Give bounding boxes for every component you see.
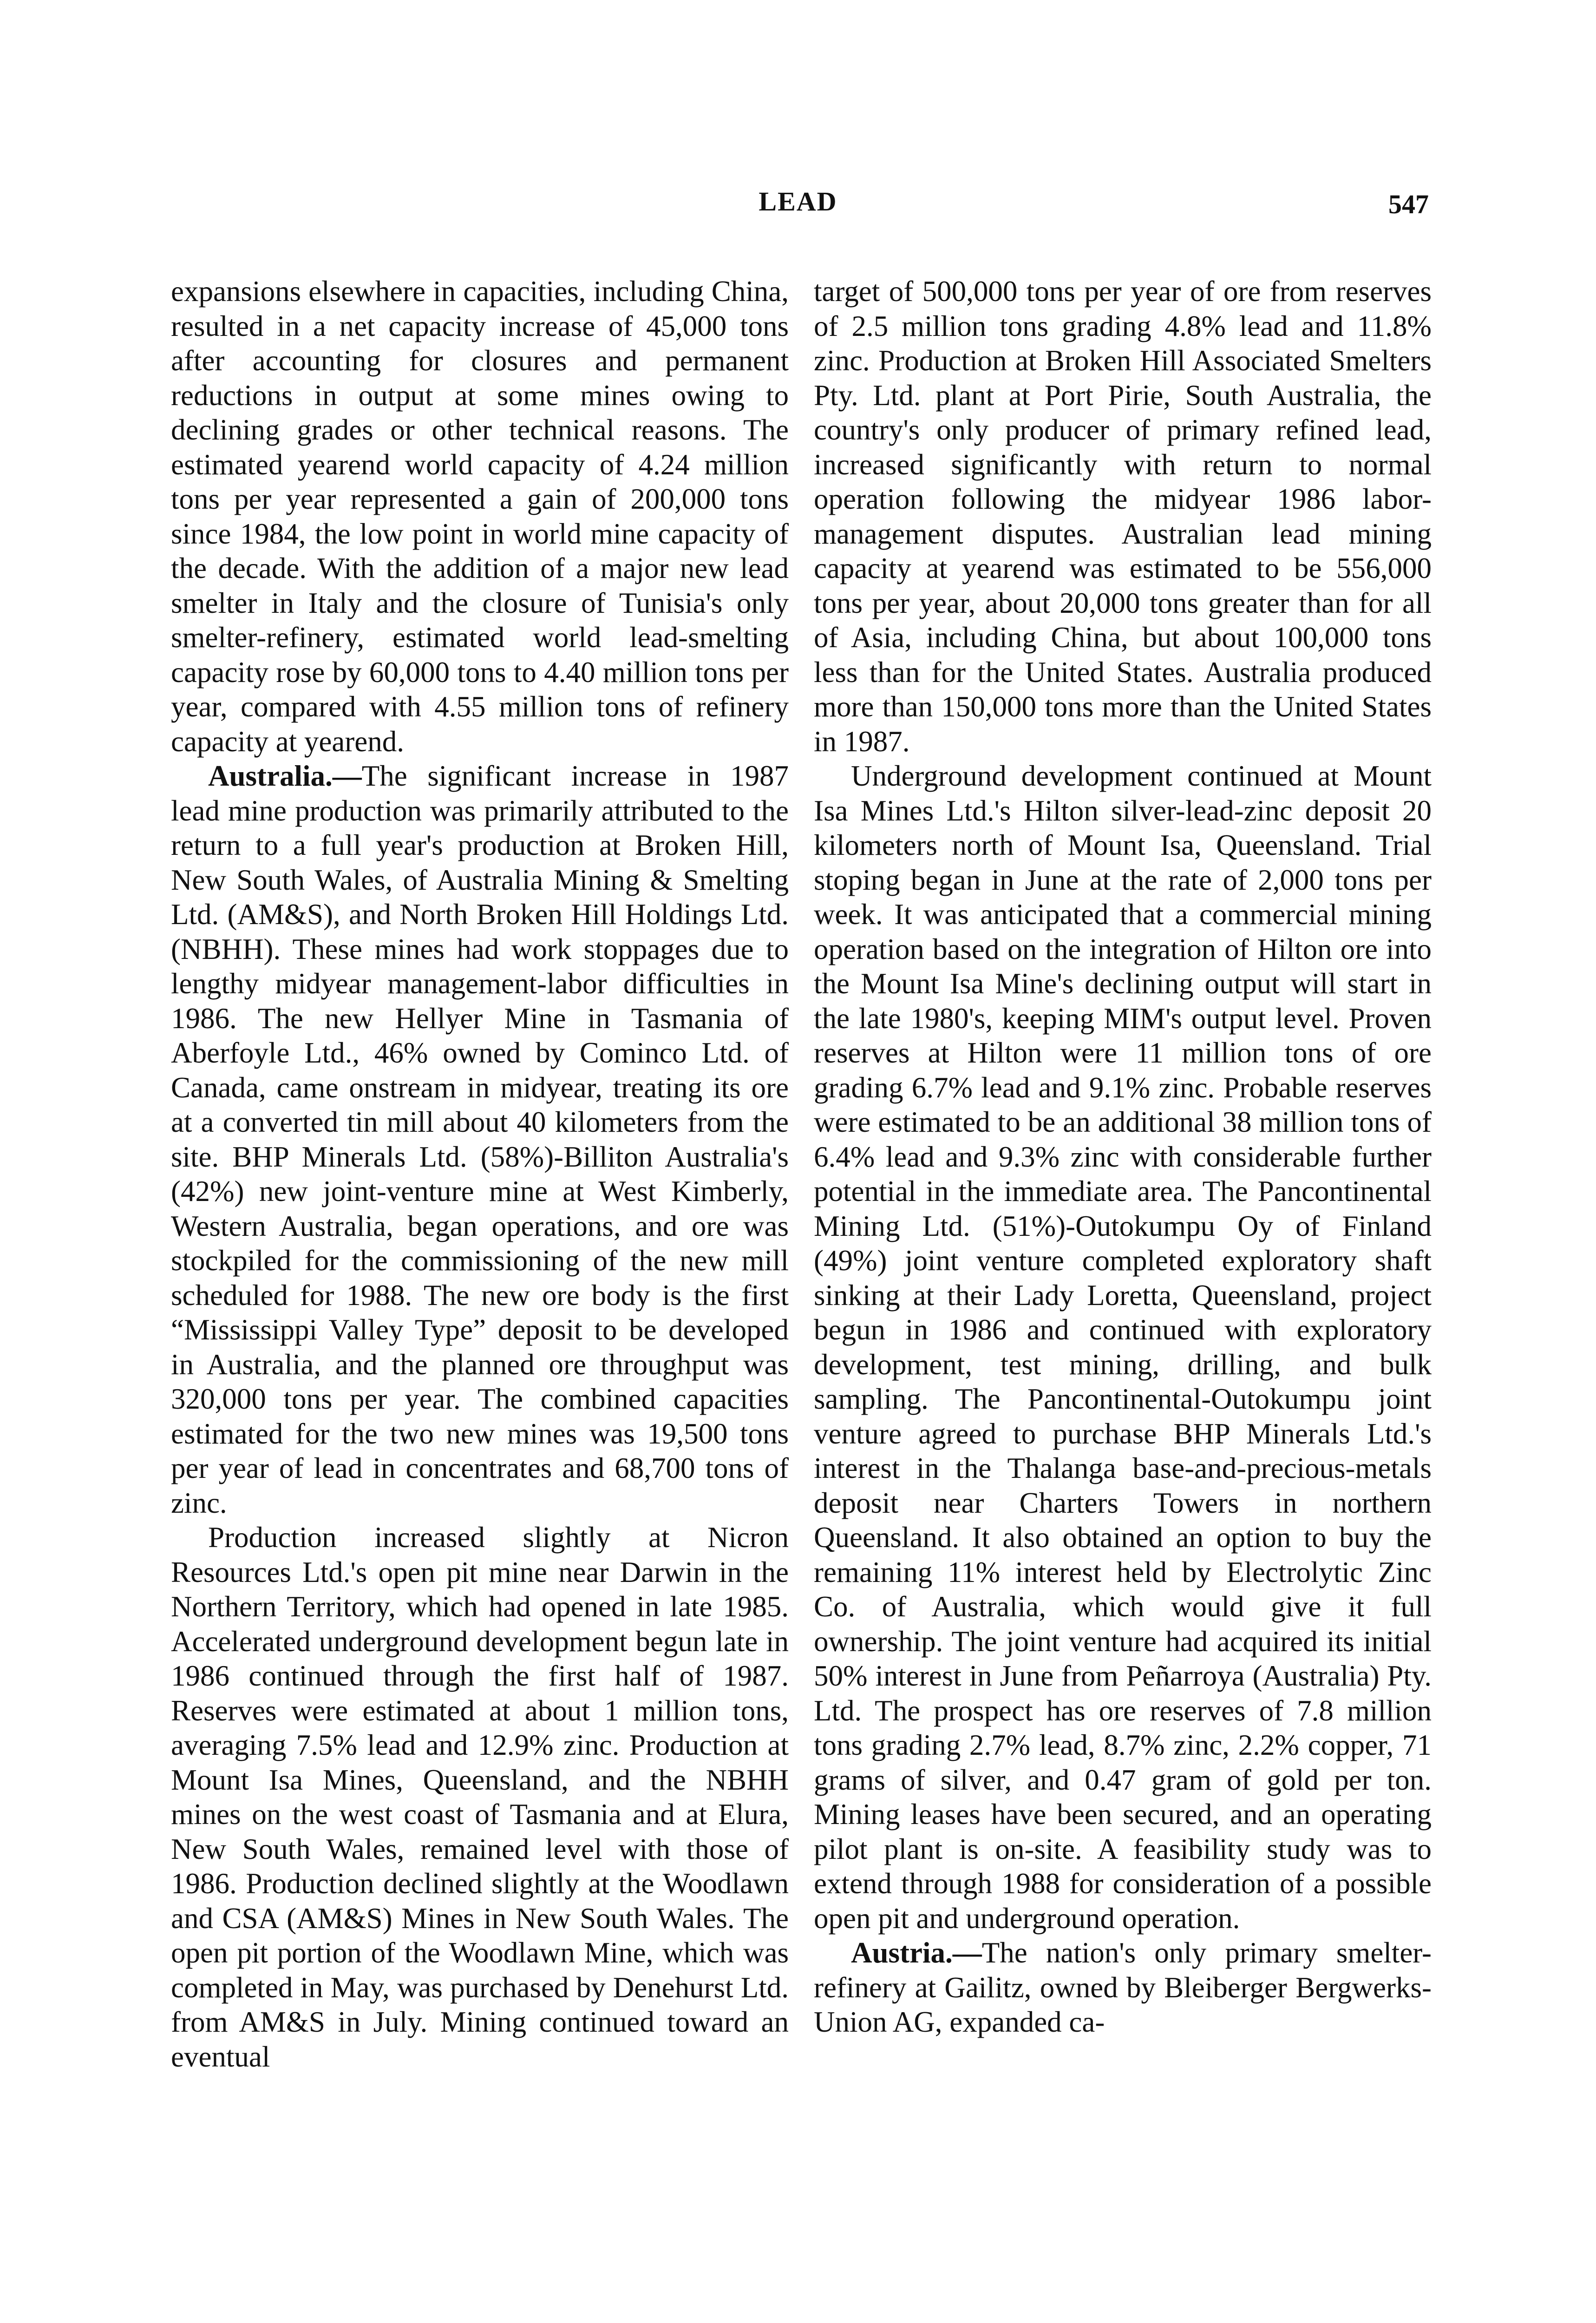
running-title: LEAD [759, 186, 837, 217]
paragraph-australia [171, 759, 789, 1520]
paragraph-capacity-continued: expansions elsewhere in capacities, including China, resulted in a net capacity increase of 45,000 tons after accounting for closures and permanent reductions in output at some mines owing to declining grades or other technical reasons. The estimated yearend world capacity of 4.24 million tons per year represented a gain of 200,000 tons since 1984, the low point in world mine capacity of the decade. With the addition of a major new lead smelter in Italy and the closure of Tunisia's only smelter-refinery, estimated world lead-smelting capacity rose by 60,000 tons to 4.40 million tons per year, compared with 4.55 million tons of refinery capacity at yearend. [171, 275, 789, 758]
paragraph-hilton: Underground development continued at Mount Isa Mines Ltd.'s Hilton silver-lead-zinc deposit 20 kilometers north of Mount Isa, Queensland. Trial stoping began in June at the rate of 2,000 tons per week. It was anticipated that a commercial mining operation based on the integration of Hilton ore into the Mount Isa Mine's declining output will start in the late 1980's, keeping MIM's output level. Proven reserves at Hilton were 11 million tons of ore grading 6.7% lead and 9.1% zinc. Probable reserves were estimated to be an additional 38 million tons of 6.4% lead and 9.3% zinc with considerable further potential in the immediate area. The Pancontinental Mining Ltd. (51%)-Outokumpu Oy of Finland (49%) joint venture completed exploratory shaft sinking at their Lady Loretta, Queensland, project begun in 1986 and continued with exploratory development, test mining, drilling, and bulk sampling. The Pancontinental-Outokumpu joint venture agreed to purchase BHP Minerals Ltd.'s interest in the Thalanga base-and-precious-metals deposit near Charters Towers in northern Queensland. It also obtained an option to buy the remaining 11% interest held by Electrolytic Zinc Co. of Australia, which would give it full ownership. The joint venture had acquired its initial 50% interest in June from Peñarroya (Australia) Pty. Ltd. The prospect has ore reserves of 7.8 million tons grading 2.7% lead, 8.7% zinc, 2.2% copper, 71 grams of silver, and 0.47 gram of gold per ton. Mining leases have been secured, and an operating pilot plant is on-site. A feasibility study was to extend through 1988 for consideration of a possible open pit and underground operation. [814, 760, 1432, 1935]
paragraph-austria [814, 1936, 1432, 2040]
austria-text: The nation's only primary smelter-refinery at Gailitz, owned by Bleiberger Bergwerks-Union AG, expanded ca- [814, 1936, 1432, 2038]
australia-heading: Australia.— [208, 760, 362, 792]
paragraph-woodlawn-continued: target of 500,000 tons per year of ore from reserves of 2.5 million tons grading 4.8% lead and 11.8% zinc. Production at Broken Hill Associated Smelters Pty. Ltd. plant at Port Pirie, South Australia, the country's only producer of primary refined lead, increased significantly with return to normal operation following the midyear 1986 labor-management disputes. Australian lead mining capacity at yearend was estimated to be 556,000 tons per year, about 20,000 tons greater than for all of Asia, including China, but about 100,000 tons less than for the United States. Australia produced more than 150,000 tons more than the United States in 1987. [814, 275, 1432, 758]
austria-heading: Austria.— [851, 1936, 982, 1969]
left-column [171, 274, 789, 2074]
paragraph-nicron: Production increased slightly at Nicron Resources Ltd.'s open pit mine near Darwin in the Northern Territory, which had opened in late 1985. Accelerated underground development begun late in 1986 continued through the first half of 1987. Reserves were estimated at about 1 million tons, averaging 7.5% lead and 12.9% zinc. Production at Mount Isa Mines, Queensland, and the NBHH mines on the west coast of Tasmania and at Elura, New South Wales, remained level with those of 1986. Production declined slightly at the Woodlawn and CSA (AM&S) Mines in New South Wales. The open pit portion of the Woodlawn Mine, which was completed in May, was purchased by Denehurst Ltd. from AM&S in July. Mining continued toward an eventual [171, 1521, 789, 2073]
page-number: 547 [1388, 189, 1429, 219]
page-header [0, 186, 1596, 223]
australia-text: The significant increase in 1987 lead mine production was primarily attributed to the return to a full year's production at Broken Hill, New South Wales, of Australia Mining & Smelting Ltd. (AM&S), and North Broken Hill Holdings Ltd. (NBHH). These mines had work stoppages due to lengthy midyear management-labor difficulties in 1986. The new Hellyer Mine in Tasmania of Aberfoyle Ltd., 46% owned by Cominco Ltd. of Canada, came onstream in midyear, treating its ore at a converted tin mill about 40 kilometers from the site. BHP Minerals Ltd. (58%)-Billiton Australia's (42%) new joint-venture mine at West Kimberly, Western Australia, began operations, and ore was stockpiled for the commissioning of the new mill scheduled for 1988. The new ore body is the first “Mississippi Valley Type” deposit to be developed in Australia, and the planned ore throughput was 320,000 tons per year. The combined capacities estimated for the two new mines was 19,500 tons per year of lead in concentrates and 68,700 tons of zinc. [171, 760, 789, 1519]
right-column [814, 274, 1432, 2040]
